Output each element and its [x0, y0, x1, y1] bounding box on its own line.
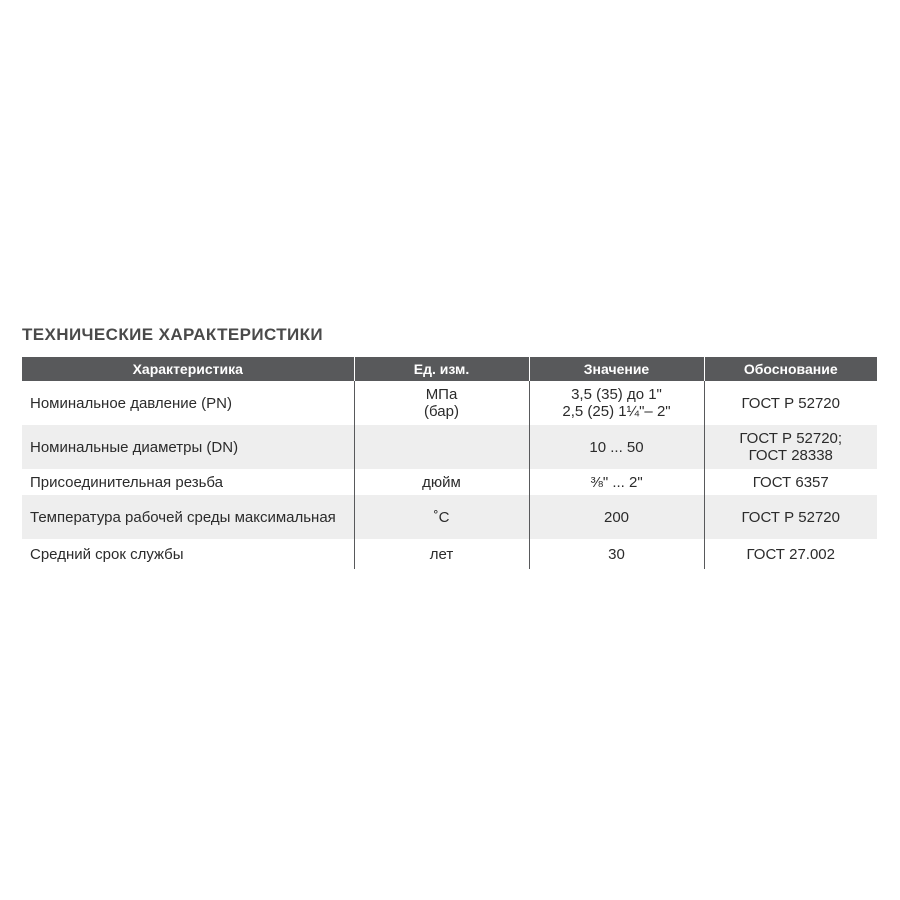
cell-line: ГОСТ Р 52720 — [741, 394, 840, 412]
table-row — [22, 469, 877, 495]
cell-basis — [704, 495, 877, 539]
cell-line: 10 ... 50 — [589, 438, 644, 456]
cell-unit — [354, 495, 529, 539]
cell-characteristic: Номинальные диаметры (DN) — [22, 425, 354, 469]
cell-line: 3,5 (35) до 1" — [571, 386, 662, 403]
cell-characteristic: Присоединительная резьба — [22, 469, 354, 495]
cell-line: дюйм — [422, 473, 461, 491]
cell-line: ГОСТ 27.002 — [746, 545, 835, 563]
cell-value — [529, 539, 704, 569]
header-value: Значение — [529, 357, 704, 381]
specifications-table — [22, 357, 877, 569]
table-row — [22, 381, 877, 425]
cell-value — [529, 425, 704, 469]
header-characteristic: Характеристика — [22, 357, 354, 381]
table-header-row — [22, 357, 877, 381]
cell-line: ˚С — [433, 508, 450, 526]
table-row — [22, 539, 877, 569]
cell-line: ⅜" ... 2" — [590, 473, 643, 491]
header-basis: Обоснование — [704, 357, 877, 381]
cell-line: 2,5 (25) 1¼"– 2" — [562, 403, 671, 420]
cell-basis — [704, 425, 877, 469]
cell-line: ГОСТ Р 52720; — [739, 430, 843, 447]
cell-line: 200 — [603, 508, 630, 526]
cell-value — [529, 469, 704, 495]
cell-line: МПа — [425, 386, 458, 403]
cell-basis — [704, 381, 877, 425]
cell-line: ГОСТ 28338 — [748, 447, 833, 464]
cell-unit — [354, 539, 529, 569]
cell-unit — [354, 381, 529, 425]
cell-characteristic: Номинальное давление (PN) — [22, 381, 354, 425]
header-unit: Ед. изм. — [354, 357, 529, 381]
table-row — [22, 495, 877, 539]
cell-line: ГОСТ Р 52720 — [741, 508, 840, 526]
cell-line: 30 — [608, 545, 625, 563]
cell-value — [529, 495, 704, 539]
cell-value — [529, 381, 704, 425]
cell-characteristic: Средний срок службы — [22, 539, 354, 569]
section-title: ТЕХНИЧЕСКИЕ ХАРАКТЕРИСТИКИ — [22, 325, 324, 344]
cell-characteristic: Температура рабочей среды максимальная — [22, 495, 354, 539]
cell-line: (бар) — [424, 403, 459, 420]
cell-unit — [354, 469, 529, 495]
cell-basis — [704, 469, 877, 495]
cell-line: лет — [429, 545, 454, 563]
cell-unit — [354, 425, 529, 469]
cell-basis — [704, 539, 877, 569]
table-row — [22, 425, 877, 469]
cell-line: ГОСТ 6357 — [752, 473, 829, 491]
